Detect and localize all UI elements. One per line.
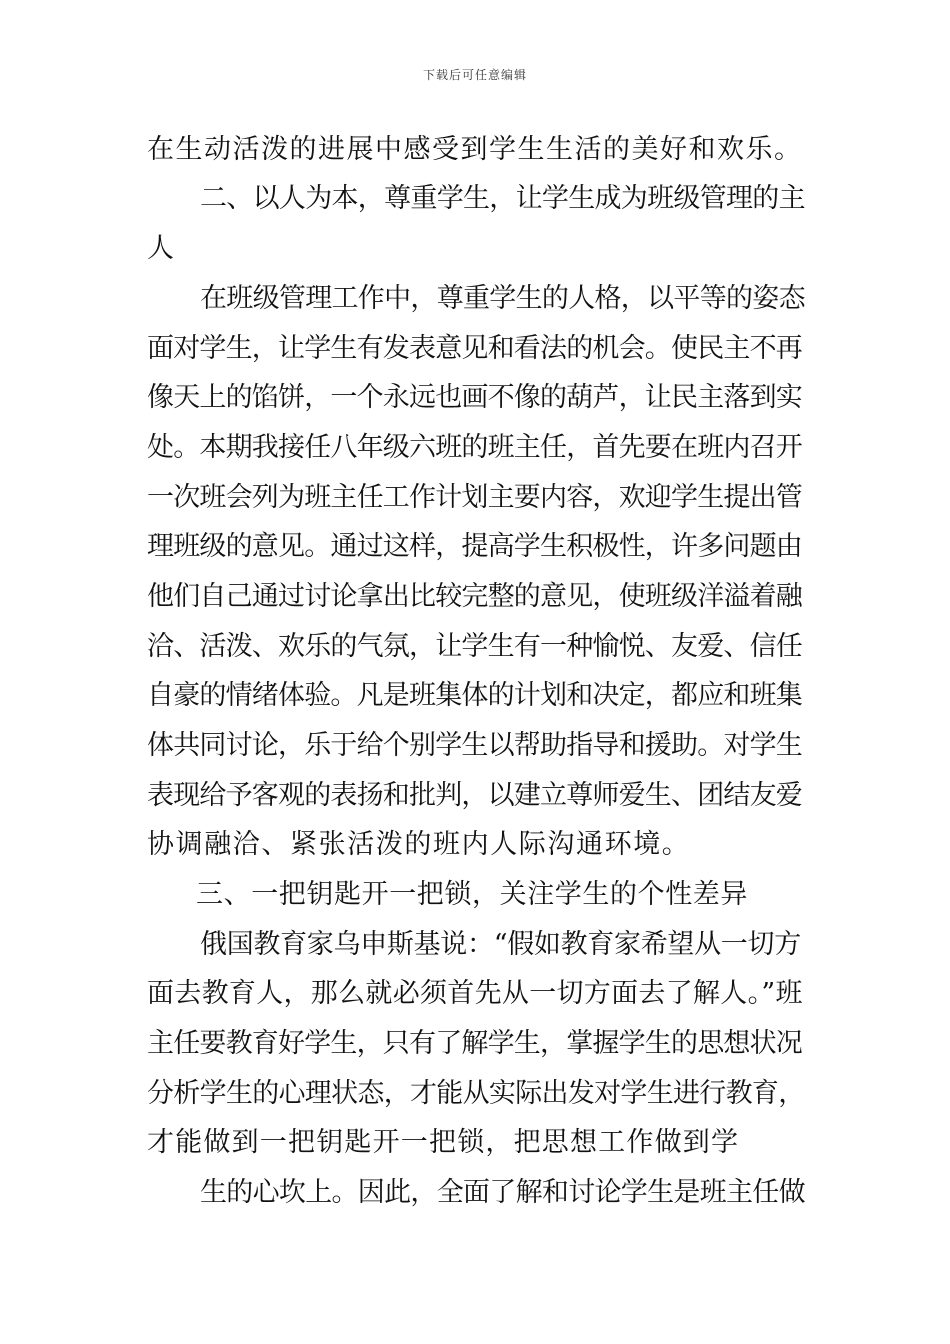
text-line-17: 俄国教育家乌申斯基说：“假如教育家希望从一切方 [200, 929, 801, 960]
text-line-14: 表现给予客观的表扬和批判，以建立尊师爱生、团结友爱 [147, 780, 802, 811]
page-header: 下载后可任意编辑 [422, 68, 527, 82]
text-line-6: 像天上的馅饼，一个永远也画不像的葫芦，让民主落到实 [147, 382, 802, 413]
text-line-3: 人 [147, 233, 174, 264]
text-line-5: 面对学生，让学生有发表意见和看法的机会。使民主不再 [147, 333, 802, 364]
text-line-20: 分析学生的心理状态，才能从实际出发对学生进行教育， [147, 1078, 805, 1109]
text-line-11: 洽、活泼、欢乐的气氛，让学生有一种愉悦、友爱、信任 [147, 631, 802, 662]
text-line-10: 他们自己通过讨论拿出比较完整的意见，使班级洋溢着融 [147, 581, 802, 612]
text-line-7: 处。本期我接任八年级六班的班主任，首先要在班内召开 [147, 432, 802, 463]
text-line-16: 三、一把钥匙开一把锁，关注学生的个性差异 [196, 879, 748, 910]
text-line-4: 在班级管理工作中，尊重学生的人格，以平等的姿态 [200, 283, 805, 314]
text-line-21: 才能做到一把钥匙开一把锁，把思想工作做到学 [147, 1127, 740, 1158]
text-line-13: 体共同讨论，乐于给个别学生以帮助指导和援助。对学生 [147, 730, 802, 761]
text-line-22: 生的心坎上。因此，全面了解和讨论学生是班主任做 [200, 1177, 805, 1208]
text-line-2: 二、以人为本，尊重学生，让学生成为班级管理的主 [200, 183, 805, 214]
text-line-8: 一次班会列为班主任工作计划主要内容，欢迎学生提出管 [147, 482, 802, 513]
text-line-9: 理班级的意见。通过这样，提高学生积极性，许多问题由 [147, 531, 802, 562]
text-line-1: 在生动活泼的进展中感受到学生生活的美好和欢乐。 [147, 134, 803, 165]
text-line-19: 主任要教育好学生，只有了解学生，掌握学生的思想状况 [147, 1028, 802, 1059]
text-line-12: 自豪的情绪体验。凡是班集体的计划和决定，都应和班集 [147, 680, 802, 711]
text-line-18: 面去教育人，那么就必须首先从一切方面去了解人。”班 [147, 978, 803, 1009]
text-line-15: 协调融洽、紧张活泼的班内人际沟通环境。 [147, 829, 691, 860]
